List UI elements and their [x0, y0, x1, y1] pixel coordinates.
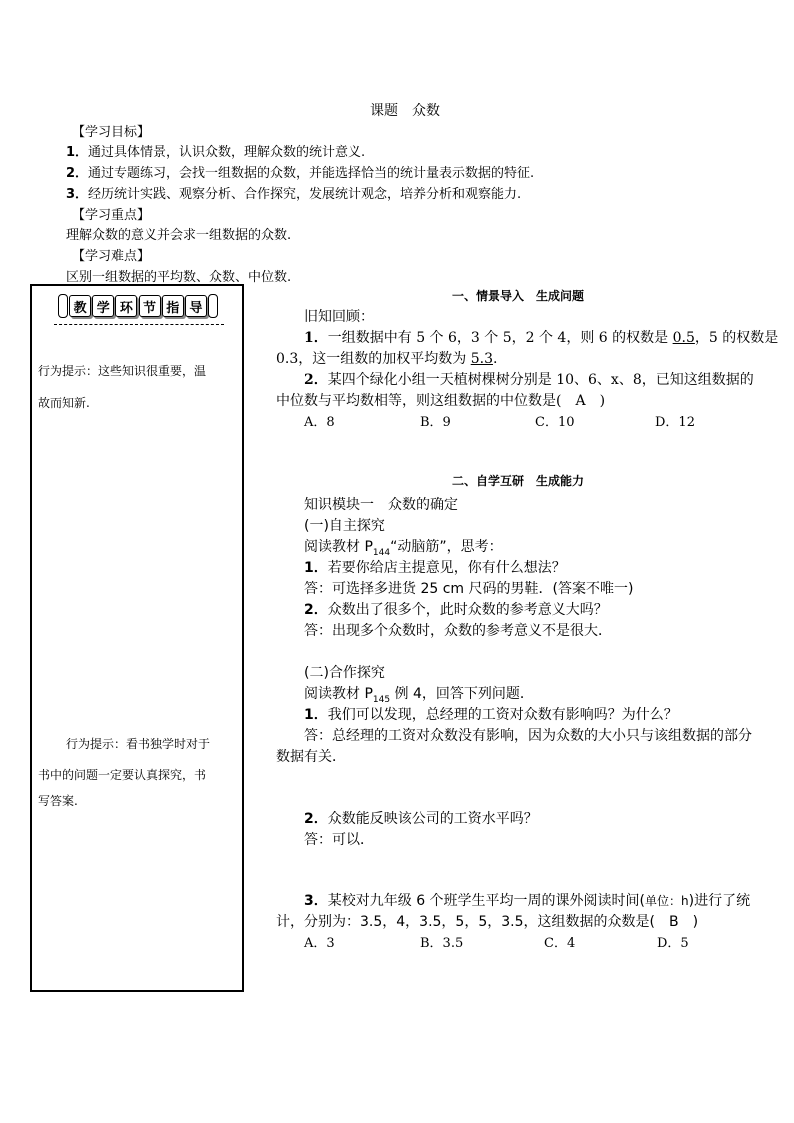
banner-divider [54, 324, 224, 325]
s1-q2-line-2: 中位数与平均数相等，则这组数据的中位数是( A ) [276, 393, 606, 409]
banner-cap-left [58, 294, 68, 318]
p2-q3-option-a: A．3 [304, 936, 335, 951]
p2-a1-line-2: 数据有关． [276, 749, 346, 765]
key-point-text: 理解众数的意义并会求一组数据的众数. [66, 228, 292, 243]
p1-q2: 2．众数出了很多个，此时众数的参考意义大吗？ [304, 602, 608, 618]
objective-item-1: 1．通过具体情景，认识众数，理解众数的统计意义. [66, 145, 366, 160]
p2-a1-line-1: 答：总经理的工资对众数没有影响，因为众数的大小只与该组数据的部分 [304, 728, 752, 744]
part-2-reading: 阅读教材 $P_{145}$ 例 4，回答下列问题． [304, 686, 534, 705]
banner-char: 指 [162, 295, 184, 317]
banner-char: 环 [115, 295, 137, 317]
p2-q3-option-d: D．5 [657, 936, 689, 951]
hint-2-line-3: 写答案. [38, 794, 78, 808]
answer-blank: 5.3 [470, 351, 493, 367]
knowledge-module: 知识模块一 众数的确定 [304, 497, 458, 513]
p1-a1: 答：可选择多进货 25 cm 尺码的男鞋．(答案不唯一) [304, 581, 634, 597]
s1-q2-option-a: A．8 [304, 415, 335, 430]
s1-q2-option-d: D．12 [655, 415, 695, 430]
banner-char: 教 [69, 295, 91, 317]
s1-q2-line-1: 2．某四个绿化小组一天植树棵树分别是 10、6、x、8，已知这组数据的 [304, 372, 754, 388]
hint-1-line-2: 故而知新. [38, 396, 90, 410]
review-label: 旧知回顾： [304, 309, 374, 325]
teaching-guide-banner [58, 293, 218, 319]
answer-blank: 0.5 [672, 330, 695, 346]
banner-char: 学 [92, 295, 114, 317]
p2-a2: 答：可以． [304, 832, 374, 848]
section-2-heading: 二、自学互研 生成能力 [452, 474, 585, 488]
s1-q1-line-1: 1．一组数据中有 5 个 6，3 个 5，2 个 4，则 6 的权数是 0.5，5 的权数是 [304, 330, 779, 346]
objectives-heading: 【学习目标】 [72, 125, 151, 140]
objective-item-2: 2．通过专题练习，会找一组数据的众数，并能选择恰当的统计量表示数据的特征. [66, 166, 535, 181]
page-title: 课题 众数 [370, 103, 440, 119]
hint-1-line-1: 行为提示：这些知识很重要，温 [38, 364, 207, 378]
p2-q3-option-b: B．3.5 [420, 936, 464, 951]
p2-q3-option-c: C．4 [544, 936, 576, 951]
banner-char: 节 [139, 295, 161, 317]
part-2-label: (二)合作探究 [304, 665, 385, 681]
objective-item-3: 3．经历统计实践、观察分析、合作探究，发展统计观念，培养分析和观察能力. [66, 187, 522, 202]
section-1-heading: 一、情景导入 生成问题 [452, 289, 585, 303]
part-1-label: (一)自主探究 [304, 518, 385, 534]
s1-q2-option-b: B．9 [420, 415, 451, 430]
p1-q1: 1．若要你给店主提意见，你有什么想法？ [304, 560, 566, 576]
s1-q1-line-2: 0.3，这一组数的加权平均数为 5.3. [276, 351, 498, 367]
p2-q2: 2．众数能反映该公司的工资水平吗？ [304, 811, 538, 827]
banner-char: 导 [185, 295, 207, 317]
difficulty-heading: 【学习难点】 [72, 249, 151, 264]
key-point-heading: 【学习重点】 [72, 208, 151, 223]
p2-q1: 1．我们可以发现，总经理的工资对众数有影响吗？为什么？ [304, 707, 678, 723]
part-1-reading: 阅读教材 $P_{144}“$动脑筋”，思考： [304, 539, 503, 558]
p1-a2: 答：出现多个众数时，众数的参考意义不是很大． [304, 623, 612, 639]
hint-2-line-2: 书中的问题一定要认真探究，书 [38, 768, 207, 782]
p2-q3-line-2: 计，分别为：3.5，4，3.5，5，5，3.5，这组数据的众数是( B ) [276, 914, 699, 930]
banner-cap-right [208, 294, 218, 318]
difficulty-text: 区别一组数据的平均数、众数、中位数. [66, 270, 292, 285]
s1-q2-option-c: C．10 [535, 415, 575, 430]
hint-2-line-1: 行为提示：看书独学时对于 [66, 737, 211, 751]
p2-q3-line-1: 3．某校对九年级 6 个班学生平均一周的课外阅读时间(单位：h)进行了统 [304, 893, 751, 909]
guidance-sidebar [30, 284, 244, 992]
